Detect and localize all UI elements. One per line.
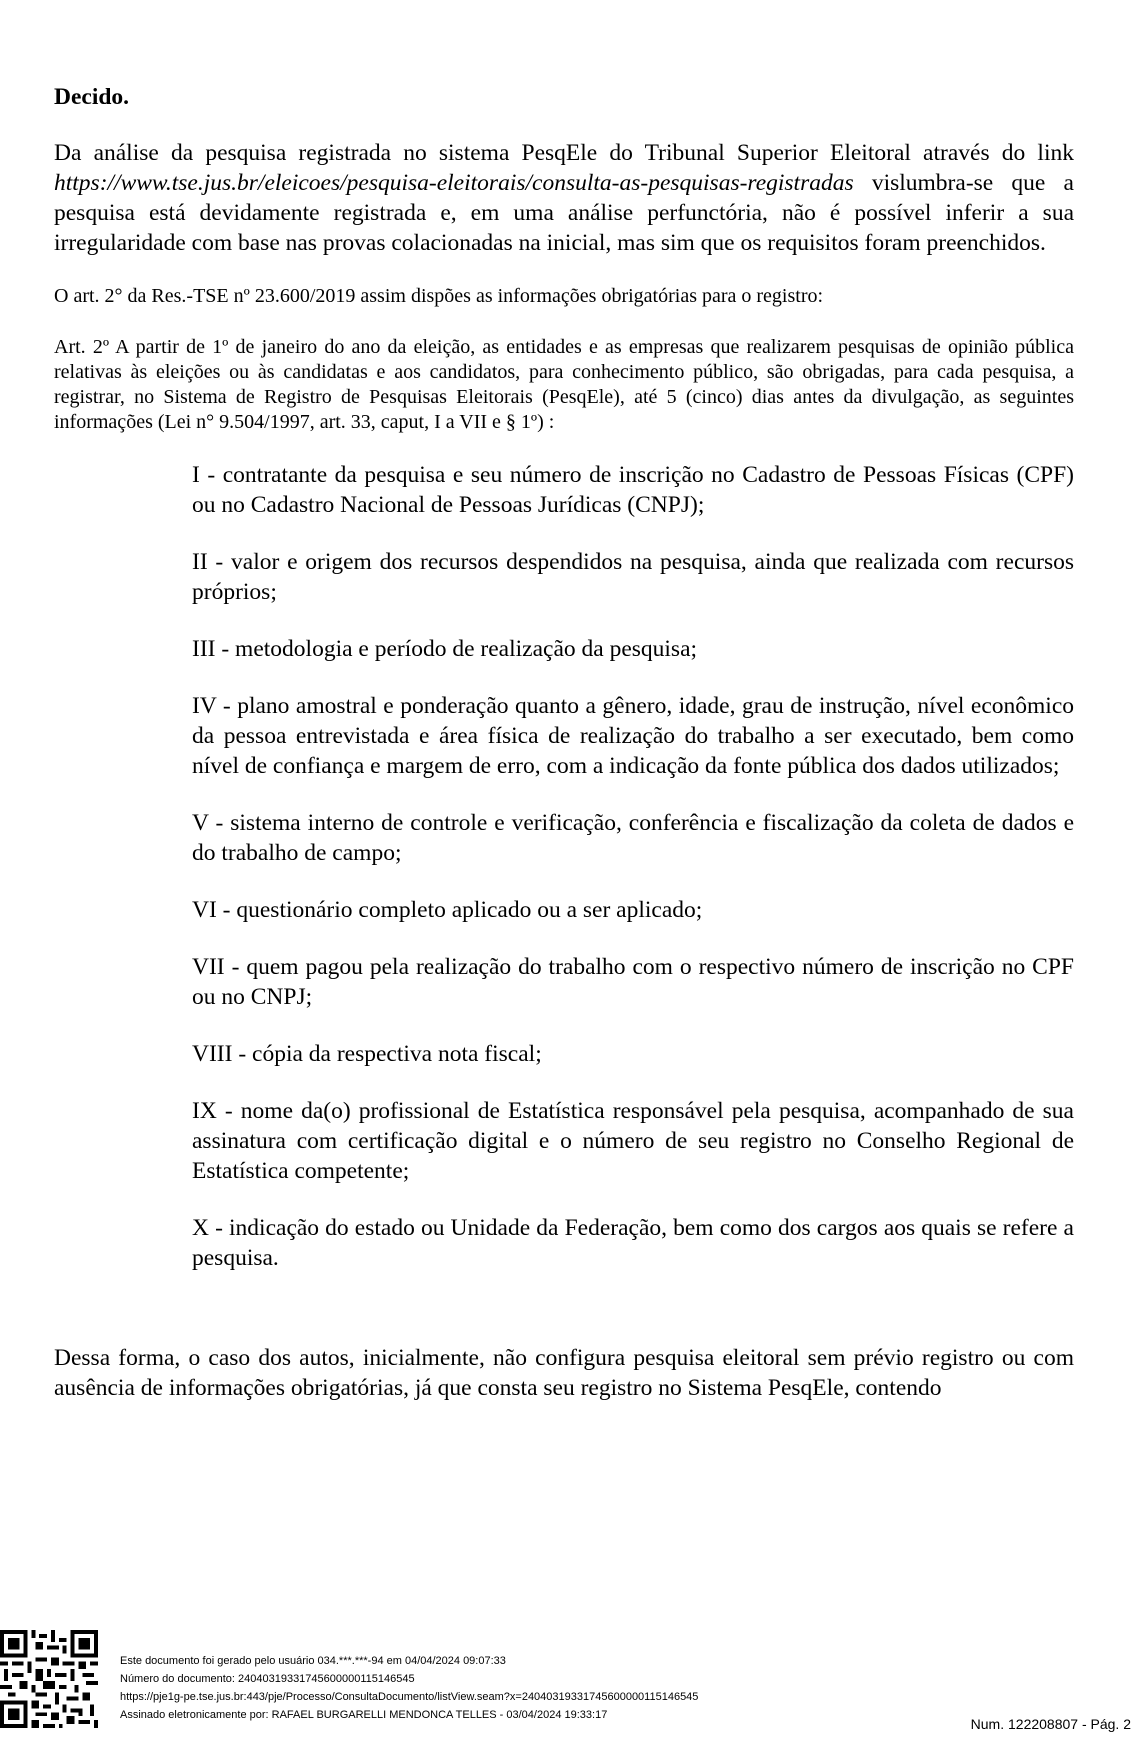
article-item-ii: II - valor e origem dos recursos despendidos na pesquisa, ainda que realizada com recursos próprios;	[192, 549, 1074, 605]
footer-signed-by: Assinado eletronicamente por: RAFAEL BURGARELLI MENDONCA TELLES - 03/04/2024 19:33:17	[120, 1709, 608, 1721]
article-item-v: V - sistema interno de controle e verificação, conferência e fiscalização da coleta de dados e do trabalho de campo;	[192, 810, 1074, 866]
heading-decido: Decido.	[54, 84, 130, 110]
article-item-x: X - indicação do estado ou Unidade da Federação, bem como dos cargos aos quais se refere a pesquisa.	[192, 1215, 1074, 1271]
document-footer	[0, 1628, 1143, 1761]
footer-document-number: Número do documento: 24040319331745600000115146545	[120, 1673, 415, 1685]
paragraph-analysis	[54, 138, 1074, 258]
article-item-viii: VIII - cópia da respectiva nota fiscal;	[192, 1041, 542, 1067]
footer-metadata	[120, 1652, 698, 1724]
footer-document-url[interactable]: https://pje1g-pe.tse.jus.br:443/pje/Processo/ConsultaDocumento/listView.seam?x=24040319331745600000115146545	[120, 1691, 699, 1703]
article-item-ix: IX - nome da(o) profissional de Estatística responsável pela pesquisa, acompanhado de sua assinatura com certificação digital e o número de seu registro no Conselho Regional de Estatística competente;	[192, 1098, 1074, 1184]
page-number: Num. 122208807 - Pág. 2	[970, 1716, 1131, 1732]
article-item-vii: VII - quem pagou pela realização do trabalho com o respectivo número de inscrição no CPF ou no CNPJ;	[192, 954, 1074, 1010]
paragraph-conclusion: Dessa forma, o caso dos autos, inicialmente, não configura pesquisa eleitoral sem prévio registro ou com ausência de informações obrigatórias, já que consta seu registro no Sistema PesqEle, contendo	[54, 1345, 1074, 1401]
document-body	[54, 82, 1074, 1403]
article-2-text: Art. 2º A partir de 1º de janeiro do ano da eleição, as entidades e as empresas que realizarem pesquisas de opinião pública relativas às eleições ou às candidatas e aos candidatos, para conhecimento público, são obrigadas, para cada pesquisa, a registrar, no Sistema de Registro de Pesquisas Eleitorais (PesqEle), até 5 (cinco) dias antes da divulgação, as seguintes informações (Lei n° 9.504/1997, art. 33, caput, I a VII e § 1º) :	[54, 336, 1074, 433]
paragraph-resolution: O art. 2° da Res.-TSE nº 23.600/2019 assim dispões as informações obrigatórias para o registro:	[54, 285, 824, 307]
article-item-iv: IV - plano amostral e ponderação quanto a gênero, idade, grau de instrução, nível econômico da pessoa entrevistada e área física de realização do trabalho a ser executado, bem como nível de confiança e margem de erro, com a indicação da fonte pública dos dados utilizados;	[192, 693, 1074, 779]
pesqele-link[interactable]: https://www.tse.jus.br/eleicoes/pesquisa-eleitorais/consulta-as-pesquisas-registradas	[54, 170, 854, 196]
article-items-list	[192, 460, 1074, 1273]
paragraph-analysis-start: Da análise da pesquisa registrada no sistema PesqEle do Tribunal Superior Eleitoral através do link	[54, 140, 1074, 166]
article-item-i: I - contratante da pesquisa e seu número de inscrição no Cadastro de Pessoas Físicas (CPF) ou no Cadastro Nacional de Pessoas Jurídicas (CNPJ);	[192, 462, 1074, 518]
footer-generated-by: Este documento foi gerado pelo usuário 034.***.***-94 em 04/04/2024 09:07:33	[120, 1655, 506, 1667]
qr-code-icon[interactable]	[0, 1630, 98, 1728]
article-item-iii: III - metodologia e período de realização da pesquisa;	[192, 636, 698, 662]
paragraph-analysis-end: vislumbra-se que a pesquisa está devidamente registrada e, em uma análise perfunctória, não é possível inferir a sua irregularidade com base nas provas colacionadas na inicial, mas sim que os requisitos foram preenchidos.	[54, 170, 1074, 256]
article-item-vi: VI - questionário completo aplicado ou a ser aplicado;	[192, 897, 703, 923]
